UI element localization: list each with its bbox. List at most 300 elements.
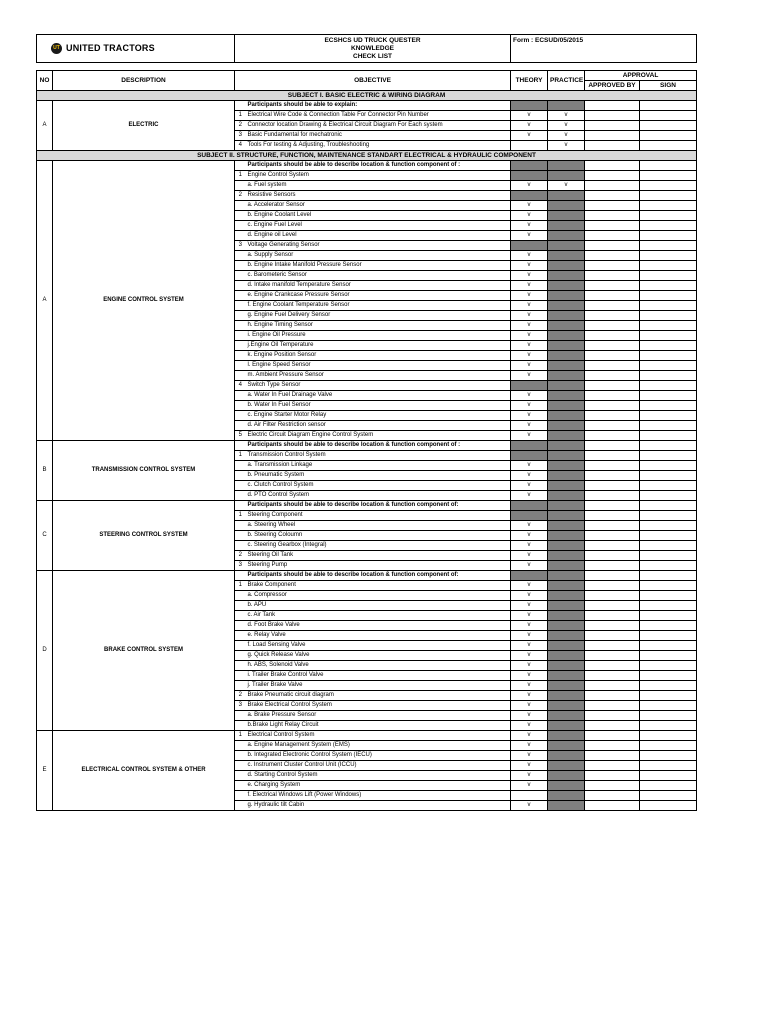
- objective-text: d. Intake manifold Temperature Sensor: [246, 281, 511, 291]
- sign-cell[interactable]: [640, 321, 697, 331]
- group-description: BRAKE CONTROL SYSTEM: [53, 571, 235, 731]
- objective-text: h. Engine Timing Sensor: [246, 321, 511, 331]
- item-number: [235, 371, 246, 381]
- theory-check-icon: v: [511, 321, 548, 331]
- objective-text: Participants should be able to describe location & function component of:: [246, 571, 511, 581]
- approved-by-cell[interactable]: [585, 121, 640, 131]
- practice-cell: [548, 691, 585, 701]
- approved-by-cell[interactable]: [585, 781, 640, 791]
- item-number: [235, 321, 246, 331]
- sign-cell[interactable]: [640, 621, 697, 631]
- theory-check-icon: v: [511, 391, 548, 401]
- objective-text: j.Engine Oil Temperature: [246, 341, 511, 351]
- practice-cell: [548, 781, 585, 791]
- sign-cell[interactable]: [640, 461, 697, 471]
- sign-cell[interactable]: [640, 221, 697, 231]
- sign-cell[interactable]: [640, 161, 697, 171]
- objective-text: e. Charging System: [246, 781, 511, 791]
- item-number: [235, 771, 246, 781]
- approved-by-cell[interactable]: [585, 301, 640, 311]
- objective-text: b. Engine Intake Manifold Pressure Sensor: [246, 261, 511, 271]
- practice-cell: [548, 551, 585, 561]
- sign-cell[interactable]: [640, 731, 697, 741]
- theory-check-icon: v: [511, 761, 548, 771]
- approved-by-cell[interactable]: [585, 691, 640, 701]
- approved-by-cell[interactable]: [585, 641, 640, 651]
- practice-cell: [548, 391, 585, 401]
- practice-cell: [548, 311, 585, 321]
- sign-cell[interactable]: [640, 401, 697, 411]
- theory-check-icon: v: [511, 651, 548, 661]
- practice-cell: [548, 701, 585, 711]
- approved-by-cell[interactable]: [585, 801, 640, 811]
- item-number: 3: [235, 241, 246, 251]
- approved-by-cell[interactable]: [585, 261, 640, 271]
- item-number: 4: [235, 381, 246, 391]
- theory-check-icon: v: [511, 541, 548, 551]
- approved-by-cell[interactable]: [585, 481, 640, 491]
- company-logo-cell: [37, 35, 235, 63]
- column-header-objective: OBJECTIVE: [235, 71, 511, 91]
- item-number: [235, 161, 246, 171]
- theory-cell: [511, 501, 548, 511]
- sign-cell[interactable]: [640, 301, 697, 311]
- sign-cell[interactable]: [640, 771, 697, 781]
- item-number: [235, 541, 246, 551]
- subject-title: SUBJECT I. BASIC ELECTRIC & WIRING DIAGRAM: [37, 91, 697, 101]
- approved-by-cell[interactable]: [585, 671, 640, 681]
- objective-text: Participants should be able to describe location & function component of :: [246, 441, 511, 451]
- approved-by-cell[interactable]: [585, 501, 640, 511]
- sign-cell[interactable]: [640, 681, 697, 691]
- approved-by-cell[interactable]: [585, 461, 640, 471]
- sign-cell[interactable]: [640, 671, 697, 681]
- objective-text: Brake Component: [246, 581, 511, 591]
- theory-check-icon: v: [511, 411, 548, 421]
- practice-cell: [548, 741, 585, 751]
- practice-cell: [548, 511, 585, 521]
- item-number: 3: [235, 131, 246, 141]
- approved-by-cell[interactable]: [585, 591, 640, 601]
- group-description: STEERING CONTROL SYSTEM: [53, 501, 235, 571]
- approved-by-cell[interactable]: [585, 681, 640, 691]
- sign-cell[interactable]: [640, 761, 697, 771]
- group-number: A: [37, 161, 53, 441]
- checklist-table: [36, 70, 697, 811]
- approved-by-cell[interactable]: [585, 221, 640, 231]
- sign-cell[interactable]: [640, 211, 697, 221]
- practice-cell: [548, 201, 585, 211]
- approved-by-cell[interactable]: [585, 721, 640, 731]
- sign-cell[interactable]: [640, 271, 697, 281]
- item-number: [235, 311, 246, 321]
- sign-cell[interactable]: [640, 511, 697, 521]
- approved-by-cell[interactable]: [585, 211, 640, 221]
- practice-cell: [548, 231, 585, 241]
- theory-check-icon: v: [511, 641, 548, 651]
- sign-cell[interactable]: [640, 631, 697, 641]
- sign-cell[interactable]: [640, 591, 697, 601]
- approved-by-cell[interactable]: [585, 451, 640, 461]
- sign-cell[interactable]: [640, 421, 697, 431]
- approved-by-cell[interactable]: [585, 411, 640, 421]
- approved-by-cell[interactable]: [585, 131, 640, 141]
- item-number: [235, 461, 246, 471]
- approved-by-cell[interactable]: [585, 441, 640, 451]
- sign-cell[interactable]: [640, 711, 697, 721]
- item-number: [235, 641, 246, 651]
- approved-by-cell[interactable]: [585, 241, 640, 251]
- approved-by-cell[interactable]: [585, 491, 640, 501]
- sign-cell[interactable]: [640, 561, 697, 571]
- sign-cell[interactable]: [640, 281, 697, 291]
- sign-cell[interactable]: [640, 691, 697, 701]
- sign-cell[interactable]: [640, 111, 697, 121]
- theory-cell: [511, 191, 548, 201]
- sign-cell[interactable]: [640, 261, 697, 271]
- objective-text: c. Engine Starter Motor Relay: [246, 411, 511, 421]
- approved-by-cell[interactable]: [585, 751, 640, 761]
- item-number: 1: [235, 171, 246, 181]
- approved-by-cell[interactable]: [585, 401, 640, 411]
- approved-by-cell[interactable]: [585, 631, 640, 641]
- practice-cell: [548, 561, 585, 571]
- item-number: [235, 481, 246, 491]
- sign-cell[interactable]: [640, 121, 697, 131]
- approved-by-cell[interactable]: [585, 191, 640, 201]
- approved-by-cell[interactable]: [585, 141, 640, 151]
- sign-cell[interactable]: [640, 391, 697, 401]
- objective-text: i. Engine Oil Pressure: [246, 331, 511, 341]
- sign-cell[interactable]: [640, 201, 697, 211]
- sign-cell[interactable]: [640, 791, 697, 801]
- sign-cell[interactable]: [640, 361, 697, 371]
- objective-text: j. Trailer Brake Valve: [246, 681, 511, 691]
- approved-by-cell[interactable]: [585, 741, 640, 751]
- item-number: [235, 501, 246, 511]
- approved-by-cell[interactable]: [585, 201, 640, 211]
- objective-text: g. Quick Release Valve: [246, 651, 511, 661]
- theory-check-icon: v: [511, 331, 548, 341]
- approved-by-cell[interactable]: [585, 171, 640, 181]
- sign-cell[interactable]: [640, 531, 697, 541]
- approved-by-cell[interactable]: [585, 761, 640, 771]
- practice-cell: [548, 301, 585, 311]
- objective-text: b. Water In Fuel Sensor: [246, 401, 511, 411]
- approved-by-cell[interactable]: [585, 511, 640, 521]
- approved-by-cell[interactable]: [585, 321, 640, 331]
- group-description: TRANSMISSION CONTROL SYSTEM: [53, 441, 235, 501]
- sign-cell[interactable]: [640, 641, 697, 651]
- sign-cell[interactable]: [640, 371, 697, 381]
- objective-text: Basic Fundamental for mechatronic: [246, 131, 511, 141]
- theory-check-icon: v: [511, 531, 548, 541]
- item-number: [235, 361, 246, 371]
- objective-text: c. Clutch Control System: [246, 481, 511, 491]
- approved-by-cell[interactable]: [585, 311, 640, 321]
- practice-cell: [548, 451, 585, 461]
- sign-cell[interactable]: [640, 101, 697, 111]
- group-number: A: [37, 101, 53, 151]
- practice-cell: [548, 771, 585, 781]
- sign-cell[interactable]: [640, 171, 697, 181]
- sign-cell[interactable]: [640, 141, 697, 151]
- sign-cell[interactable]: [640, 571, 697, 581]
- objective-text: d. Starting Control System: [246, 771, 511, 781]
- objective-text: Brake Electrical Control System: [246, 701, 511, 711]
- title-line: CHECK LIST: [353, 52, 392, 60]
- theory-check-icon: v: [511, 251, 548, 261]
- sign-cell[interactable]: [640, 661, 697, 671]
- sign-cell[interactable]: [640, 521, 697, 531]
- approved-by-cell[interactable]: [585, 181, 640, 191]
- objective-text: Electric Circuit Diagram Engine Control System: [246, 431, 511, 441]
- sign-cell[interactable]: [640, 231, 697, 241]
- theory-cell: [511, 241, 548, 251]
- practice-cell: [548, 211, 585, 221]
- objective-text: k. Engine Position Sensor: [246, 351, 511, 361]
- item-number: [235, 211, 246, 221]
- approved-by-cell[interactable]: [585, 621, 640, 631]
- column-header-practice: PRACTICE: [548, 71, 585, 91]
- sign-cell[interactable]: [640, 651, 697, 661]
- item-number: [235, 181, 246, 191]
- practice-cell: [548, 631, 585, 641]
- sign-cell[interactable]: [640, 781, 697, 791]
- approved-by-cell[interactable]: [585, 111, 640, 121]
- theory-check-icon: v: [511, 631, 548, 641]
- item-number: [235, 761, 246, 771]
- practice-check-icon: v: [548, 121, 585, 131]
- sign-cell[interactable]: [640, 251, 697, 261]
- theory-check-icon: v: [511, 611, 548, 621]
- subject-row: [37, 91, 697, 101]
- item-number: [235, 571, 246, 581]
- objective-text: f. Electrical Windows Lift (Power Windows): [246, 791, 511, 801]
- item-number: 1: [235, 581, 246, 591]
- sign-cell[interactable]: [640, 451, 697, 461]
- sign-cell[interactable]: [640, 501, 697, 511]
- sign-cell[interactable]: [640, 411, 697, 421]
- sign-cell[interactable]: [640, 581, 697, 591]
- objective-text: d. Air Filter Restriction sensor: [246, 421, 511, 431]
- sign-cell[interactable]: [640, 131, 697, 141]
- sign-cell[interactable]: [640, 471, 697, 481]
- theory-check-icon: v: [511, 201, 548, 211]
- item-number: [235, 611, 246, 621]
- group-description: ELECTRICAL CONTROL SYSTEM & OTHER: [53, 731, 235, 811]
- practice-cell: [548, 671, 585, 681]
- approved-by-cell[interactable]: [585, 291, 640, 301]
- theory-check-icon: v: [511, 581, 548, 591]
- sign-cell[interactable]: [640, 241, 697, 251]
- theory-check-icon: v: [511, 781, 548, 791]
- approved-by-cell[interactable]: [585, 281, 640, 291]
- approved-by-cell[interactable]: [585, 771, 640, 781]
- item-number: [235, 421, 246, 431]
- objective-text: Electrical Wire Code & Connection Table For Connector Pin Number: [246, 111, 511, 121]
- item-number: [235, 631, 246, 641]
- sign-cell[interactable]: [640, 481, 697, 491]
- sign-cell[interactable]: [640, 351, 697, 361]
- item-number: [235, 221, 246, 231]
- practice-check-icon: v: [548, 131, 585, 141]
- item-number: [235, 721, 246, 731]
- theory-check-icon: v: [511, 721, 548, 731]
- objective-text: Voltage Generating Sensor: [246, 241, 511, 251]
- objective-text: Transmission Control System: [246, 451, 511, 461]
- approved-by-cell[interactable]: [585, 701, 640, 711]
- approved-by-cell[interactable]: [585, 521, 640, 531]
- theory-check-icon: v: [511, 751, 548, 761]
- document-title: [235, 35, 511, 63]
- approved-by-cell[interactable]: [585, 271, 640, 281]
- sign-cell[interactable]: [640, 431, 697, 441]
- item-number: [235, 621, 246, 631]
- approved-by-cell[interactable]: [585, 711, 640, 721]
- item-number: [235, 661, 246, 671]
- form-header: [36, 34, 697, 63]
- sign-cell[interactable]: [640, 341, 697, 351]
- item-number: 2: [235, 191, 246, 201]
- theory-check-icon: v: [511, 261, 548, 271]
- approved-by-cell[interactable]: [585, 381, 640, 391]
- practice-cell: [548, 731, 585, 741]
- theory-check-icon: v: [511, 591, 548, 601]
- approved-by-cell[interactable]: [585, 551, 640, 561]
- item-number: 5: [235, 431, 246, 441]
- sign-cell[interactable]: [640, 611, 697, 621]
- approved-by-cell[interactable]: [585, 251, 640, 261]
- approved-by-cell[interactable]: [585, 611, 640, 621]
- table-row: [37, 441, 697, 451]
- approved-by-cell[interactable]: [585, 101, 640, 111]
- sign-cell[interactable]: [640, 191, 697, 201]
- objective-text: b. Integrated Electronic Control System (IECU): [246, 751, 511, 761]
- sign-cell[interactable]: [640, 381, 697, 391]
- theory-check-icon: v: [511, 361, 548, 371]
- approved-by-cell[interactable]: [585, 371, 640, 381]
- approved-by-cell[interactable]: [585, 561, 640, 571]
- approved-by-cell[interactable]: [585, 571, 640, 581]
- form-number: Form : ECSUD/05/2015: [511, 35, 697, 63]
- theory-check-icon: v: [511, 311, 548, 321]
- theory-check-icon: v: [511, 561, 548, 571]
- item-number: 1: [235, 511, 246, 521]
- practice-cell: [548, 721, 585, 731]
- theory-check-icon: v: [511, 771, 548, 781]
- item-number: 3: [235, 701, 246, 711]
- objective-text: Participants should be able to describe location & function component of :: [246, 161, 511, 171]
- approved-by-cell[interactable]: [585, 351, 640, 361]
- sign-cell[interactable]: [640, 491, 697, 501]
- sign-cell[interactable]: [640, 701, 697, 711]
- column-header-sign: SIGN: [640, 81, 697, 91]
- approved-by-cell[interactable]: [585, 581, 640, 591]
- practice-cell: [548, 221, 585, 231]
- sign-cell[interactable]: [640, 601, 697, 611]
- approved-by-cell[interactable]: [585, 421, 640, 431]
- sign-cell[interactable]: [640, 751, 697, 761]
- item-number: 2: [235, 551, 246, 561]
- approved-by-cell[interactable]: [585, 791, 640, 801]
- approved-by-cell[interactable]: [585, 431, 640, 441]
- objective-text: b. Engine Coolant Level: [246, 211, 511, 221]
- item-number: [235, 471, 246, 481]
- item-number: [235, 441, 246, 451]
- practice-cell: [548, 421, 585, 431]
- objective-text: d. Foot Brake Valve: [246, 621, 511, 631]
- approved-by-cell[interactable]: [585, 601, 640, 611]
- sign-cell[interactable]: [640, 311, 697, 321]
- approved-by-cell[interactable]: [585, 331, 640, 341]
- column-header-no: NO: [37, 71, 53, 91]
- sign-cell[interactable]: [640, 441, 697, 451]
- theory-cell: [511, 101, 548, 111]
- practice-cell: [548, 361, 585, 371]
- approved-by-cell[interactable]: [585, 661, 640, 671]
- approved-by-cell[interactable]: [585, 341, 640, 351]
- objective-text: a. Supply Sensor: [246, 251, 511, 261]
- item-number: [235, 711, 246, 721]
- approved-by-cell[interactable]: [585, 531, 640, 541]
- item-number: 1: [235, 111, 246, 121]
- approved-by-cell[interactable]: [585, 231, 640, 241]
- theory-check-icon: v: [511, 711, 548, 721]
- practice-cell: [548, 281, 585, 291]
- united-tractors-logo-icon: UT: [51, 43, 62, 54]
- approved-by-cell[interactable]: [585, 541, 640, 551]
- item-number: 2: [235, 121, 246, 131]
- sign-cell[interactable]: [640, 331, 697, 341]
- sign-cell[interactable]: [640, 741, 697, 751]
- item-number: [235, 491, 246, 501]
- practice-cell: [548, 291, 585, 301]
- objective-text: g. Hydraulic tilt Cabin: [246, 801, 511, 811]
- item-number: [235, 271, 246, 281]
- sign-cell[interactable]: [640, 801, 697, 811]
- theory-check-icon: v: [511, 691, 548, 701]
- objective-text: a. Water In Fuel Drainage Valve: [246, 391, 511, 401]
- item-number: [235, 341, 246, 351]
- approved-by-cell[interactable]: [585, 161, 640, 171]
- sign-cell[interactable]: [640, 181, 697, 191]
- objective-text: l. Engine Speed Sensor: [246, 361, 511, 371]
- theory-check-icon: v: [511, 351, 548, 361]
- practice-cell: [548, 621, 585, 631]
- approved-by-cell[interactable]: [585, 471, 640, 481]
- objective-text: a. Brake Pressure Sensor: [246, 711, 511, 721]
- item-number: [235, 681, 246, 691]
- approved-by-cell[interactable]: [585, 391, 640, 401]
- subject-row: [37, 151, 697, 161]
- item-number: [235, 751, 246, 761]
- practice-cell: [548, 651, 585, 661]
- theory-check-icon: v: [511, 731, 548, 741]
- sign-cell[interactable]: [640, 721, 697, 731]
- sign-cell[interactable]: [640, 291, 697, 301]
- group-number: D: [37, 571, 53, 731]
- sign-cell[interactable]: [640, 541, 697, 551]
- sign-cell[interactable]: [640, 551, 697, 561]
- practice-cell: [548, 461, 585, 471]
- item-number: [235, 261, 246, 271]
- approved-by-cell[interactable]: [585, 651, 640, 661]
- item-number: [235, 601, 246, 611]
- approved-by-cell[interactable]: [585, 361, 640, 371]
- approved-by-cell[interactable]: [585, 731, 640, 741]
- objective-text: Engine Control System: [246, 171, 511, 181]
